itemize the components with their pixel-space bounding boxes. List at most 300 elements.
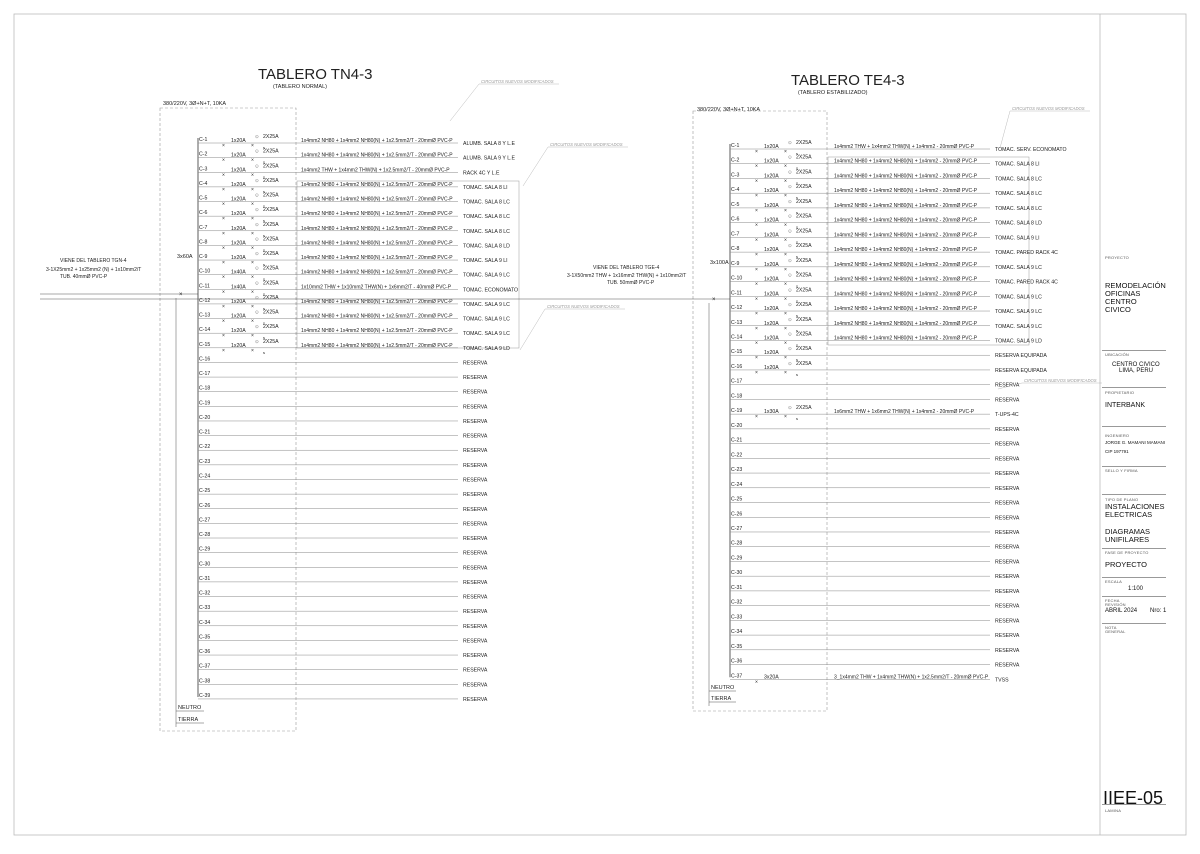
- circuit-row: [198, 339, 510, 355]
- breaker-rating: 1x20A: [764, 247, 779, 254]
- feeder-cable: 3-1X25mm2 + 1x25mm2 (N) + 1x10mm2/T: [46, 267, 142, 273]
- circuit-row: [730, 317, 1042, 333]
- differential-s-mark: s: [796, 239, 798, 245]
- load-label: RESERVA: [995, 471, 1020, 478]
- circuit-row: [730, 644, 1020, 654]
- circuit-row: [198, 576, 488, 586]
- load-label: TOMAC. SERV. ECONOMATO: [995, 147, 1067, 153]
- differential-s-mark: s: [263, 262, 265, 268]
- feeder-label: VIENE DEL TABLERO TGE-4: [593, 265, 660, 271]
- circuit-id: C-23: [199, 458, 211, 465]
- proyecto-line-4: CIVICO: [1105, 305, 1131, 314]
- circuit-id: C-36: [731, 658, 743, 665]
- load-label: RESERVA: [995, 662, 1020, 669]
- differential-rating: 2X25A: [796, 331, 812, 338]
- differential-s-mark: s: [796, 313, 798, 319]
- differential-rating: 2X25A: [796, 287, 812, 294]
- circuit-id: C-34: [731, 629, 743, 636]
- revision-note: CIRCUITOS NUEVOS MODIFICADOS: [550, 142, 623, 147]
- circuit-row: [730, 379, 1020, 389]
- breaker-symbol: ×: [222, 274, 225, 281]
- title-block: [1100, 14, 1186, 835]
- load-label: RESERVA: [463, 404, 488, 411]
- differential-s-mark: s: [796, 342, 798, 348]
- differential-symbol: ⊙: [255, 163, 259, 169]
- load-label: RESERVA: [995, 574, 1020, 581]
- diagrama-line-2: UNIFILARES: [1105, 535, 1150, 544]
- load-label: RESERVA: [995, 456, 1020, 463]
- differential-switch-symbol: ×: [784, 193, 787, 200]
- differential-switch-symbol: ×: [251, 274, 254, 281]
- circuit-id: C-37: [731, 673, 743, 680]
- differential-switch-symbol: ×: [784, 222, 787, 229]
- breaker-rating: 1x20A: [764, 188, 779, 195]
- circuit-id: C-25: [731, 496, 743, 503]
- breaker-rating: 1x20A: [231, 211, 246, 218]
- differential-rating: 2X25A: [263, 148, 279, 155]
- load-label: TOMAC. SALA 9 LC: [463, 301, 510, 308]
- load-label: TOMAC. PARED RACK 4C: [995, 279, 1058, 286]
- circuit-id: C-18: [731, 393, 743, 400]
- load-label: RESERVA: [463, 375, 488, 382]
- circuit-row: [198, 310, 510, 326]
- differential-switch-symbol: ×: [784, 266, 787, 273]
- differential-switch-symbol: ×: [784, 178, 787, 185]
- differential-symbol: ⊙: [788, 213, 792, 219]
- differential-symbol: ⊙: [255, 265, 259, 271]
- circuit-row: [198, 430, 488, 440]
- load-label: RESERVA: [463, 536, 488, 543]
- load-label: RESERVA: [995, 500, 1020, 507]
- escala-caption: ESCALA: [1105, 579, 1122, 584]
- differential-switch-symbol: ×: [251, 143, 254, 149]
- main-breaker-label: 3x60A: [177, 254, 193, 260]
- load-label: RESERVA: [463, 418, 488, 425]
- board-title: TABLERO TN4-3: [258, 66, 373, 83]
- circuit-id: C-1: [199, 137, 208, 143]
- breaker-symbol: ×: [755, 193, 758, 200]
- circuit-row: [198, 605, 488, 615]
- load-label: TOMAC. SALA 9 LC: [995, 309, 1042, 316]
- circuit-id: C-12: [199, 297, 211, 304]
- circuit-id: C-5: [731, 201, 740, 208]
- breaker-rating: 1x20A: [764, 261, 779, 268]
- load-label: RESERVA: [995, 426, 1020, 433]
- circuit-row: [730, 541, 1020, 551]
- breaker-rating: 1x20A: [231, 225, 246, 232]
- circuit-id: C-31: [731, 584, 743, 591]
- fecha-caption: FECHA: [1105, 598, 1120, 603]
- circuit-id: C-6: [199, 210, 208, 217]
- differential-symbol: ⊙: [255, 236, 259, 242]
- circuit-id: C-19: [731, 408, 743, 415]
- differential-symbol: ⊙: [255, 309, 259, 315]
- circuit-id: C-20: [199, 414, 211, 421]
- circuit-row: [730, 405, 1019, 421]
- differential-s-mark: s: [796, 327, 798, 333]
- load-label: RESERVA: [463, 492, 488, 499]
- tipo-line-2: ELECTRICAS: [1105, 510, 1153, 519]
- differential-rating: 2X25A: [796, 405, 812, 412]
- circuit-id: C-4: [199, 180, 208, 187]
- breaker-symbol: ×: [755, 163, 758, 170]
- board-supply: 380/220V, 3Ø+N+T, 10KA: [697, 107, 761, 113]
- load-label: TOMAC. SALA 8 LI: [463, 184, 508, 191]
- breaker-rating: 1x20A: [231, 181, 246, 188]
- load-label: RESERVA EQUIPADA: [995, 353, 1047, 360]
- differential-symbol: ⊙: [255, 294, 259, 300]
- feeder-label: VIENE DEL TABLERO TGN-4: [60, 258, 127, 264]
- differential-s-mark: s: [796, 180, 798, 186]
- breaker-symbol: ×: [755, 207, 758, 214]
- breaker-symbol: ×: [755, 281, 758, 288]
- load-label: TOMAC. SALA 9 LD: [463, 345, 510, 352]
- differential-symbol: ⊙: [255, 280, 259, 286]
- tipo-caption: TIPO DE PLANO: [1105, 497, 1139, 502]
- differential-rating: 2X25A: [796, 243, 812, 250]
- board-subtitle: (TABLERO NORMAL): [273, 84, 327, 90]
- breaker-rating: 1x40A: [231, 269, 246, 276]
- differential-switch-symbol: ×: [251, 303, 254, 310]
- circuit-row: [198, 517, 488, 527]
- load-label: TOMAC. SALA 8 LC: [463, 199, 510, 206]
- load-label: TOMAC. SALA 9 LC: [463, 272, 510, 279]
- breaker-rating: 1x20A: [764, 291, 779, 298]
- differential-s-mark: s: [796, 209, 798, 215]
- circuit-row: [198, 547, 488, 557]
- ubicacion-line-1: CENTRO CIVICO: [1112, 362, 1160, 368]
- circuit-id: C-12: [731, 305, 743, 312]
- circuit-row: [730, 302, 1042, 318]
- load-label: RESERVA: [463, 433, 488, 440]
- differential-s-mark: s: [263, 291, 265, 297]
- cable-spec: 1x4mm2 NH80 + 1x4mm2 NH80(N) + 1x4mm2 - 20mmØ PVC-P: [834, 291, 978, 298]
- circuit-id: C-2: [199, 151, 208, 158]
- differential-switch-symbol: ×: [251, 157, 254, 164]
- differential-rating: 2X25A: [263, 163, 279, 170]
- circuit-id: C-18: [199, 385, 211, 392]
- differential-symbol: ⊙: [255, 177, 259, 183]
- divider: [1102, 577, 1166, 578]
- circuit-id: C-26: [731, 511, 743, 518]
- cable-spec: 1x4mm2 THW + 1x4mm2 THW(N) + 1x4mm2 - 20mmØ PVC-P: [834, 144, 975, 150]
- circuit-id: C-35: [731, 643, 743, 650]
- load-label: RESERVA: [995, 618, 1020, 625]
- load-label: TOMAC. SALA 8 LC: [463, 214, 510, 221]
- circuit-id: C-1: [731, 143, 740, 149]
- circuit-id: C-5: [199, 195, 208, 202]
- load-label: TOMAC. SALA 8 LD: [463, 243, 510, 250]
- circuit-row: [198, 693, 488, 703]
- breaker-rating: 1x20A: [764, 202, 779, 209]
- modified-circuits-box: [297, 181, 519, 348]
- circuit-row: [730, 169, 1042, 185]
- breaker-symbol: ×: [222, 157, 225, 164]
- cable-spec: 1x4mm2 NH80 + 1x4mm2 NH80(N) + 1x2.5mm2/T - 20mmØ PVC-P: [301, 255, 453, 262]
- revision-note-leader: [450, 84, 479, 121]
- differential-s-mark: s: [796, 371, 798, 377]
- differential-s-mark: s: [796, 283, 798, 289]
- differential-switch-symbol: ×: [784, 163, 787, 170]
- differential-switch-symbol: ×: [784, 296, 787, 303]
- differential-symbol: ⊙: [255, 207, 259, 213]
- cable-spec: 1x4mm2 NH80 + 1x4mm2 NH80(N) + 1x2.5mm2/T - 20mmØ PVC-P: [301, 269, 453, 276]
- cable-spec: 1x4mm2 NH80 + 1x4mm2 NH80(N) + 1x2.5mm2/T - 20mmØ PVC-P: [301, 342, 453, 349]
- circuit-row: [198, 251, 508, 267]
- cable-spec: 3_1x4mm2 THW + 1x4mm2 THW(N) + 1x2.5mm2/T - 20mmØ PVC-P: [834, 674, 989, 681]
- circuit-id: C-19: [199, 400, 211, 407]
- circuit-row: [198, 532, 488, 542]
- divider: [1102, 596, 1166, 597]
- differential-switch-symbol: ×: [784, 340, 787, 347]
- load-label: RESERVA: [995, 603, 1020, 610]
- differential-symbol: ⊙: [788, 331, 792, 337]
- circuit-row: [730, 243, 1058, 259]
- cable-spec: 1x4mm2 NH80 + 1x4mm2 NH80(N) + 1x2.5mm2/T - 20mmØ PVC-P: [301, 313, 453, 320]
- divider: [1102, 466, 1166, 467]
- differential-symbol: ⊙: [788, 346, 792, 352]
- breaker-rating: 1x20A: [231, 342, 246, 349]
- circuit-id: C-14: [731, 334, 743, 341]
- differential-symbol: ⊙: [255, 251, 259, 257]
- breaker-rating: 1x20A: [231, 255, 246, 262]
- circuit-id: C-8: [731, 246, 740, 253]
- breaker-symbol: ×: [222, 318, 225, 325]
- load-label: RESERVA: [995, 588, 1020, 595]
- breaker-rating: 1x40A: [231, 284, 246, 291]
- sello-caption: SELLO Y FIRMA: [1105, 468, 1138, 473]
- load-label: T-UPS-4C: [995, 412, 1019, 419]
- circuit-id: C-17: [199, 371, 211, 378]
- cable-spec: 1x4mm2 NH80 + 1x4mm2 NH80(N) + 1x4mm2 - 20mmØ PVC-P: [834, 335, 978, 342]
- cable-spec: 1x4mm2 NH80 + 1x4mm2 NH80(N) + 1x2.5mm2/T - 20mmØ PVC-P: [301, 240, 453, 247]
- differential-switch-symbol: ×: [251, 347, 254, 354]
- circuit-id: C-13: [731, 319, 743, 326]
- breaker-rating: 3x20A: [764, 674, 779, 681]
- escala-value: 1:100: [1128, 586, 1144, 592]
- breaker-symbol: ×: [755, 340, 758, 347]
- circuit-row: [730, 467, 1020, 477]
- circuit-id: C-6: [731, 216, 740, 223]
- circuit-id: C-31: [199, 575, 211, 582]
- differential-symbol: ⊙: [255, 324, 259, 330]
- circuit-id: C-24: [731, 481, 743, 488]
- circuit-row: [198, 193, 510, 209]
- breaker-rating: 1x20A: [231, 167, 246, 174]
- cable-spec: 1x4mm2 NH80 + 1x4mm2 NH80(N) + 1x4mm2 - 20mmØ PVC-P: [834, 188, 978, 195]
- breaker-rating: 1x20A: [764, 276, 779, 283]
- cable-spec: 1x4mm2 NH80 + 1x4mm2 NH80(N) + 1x4mm2 - 20mmØ PVC-P: [834, 276, 978, 283]
- circuit-id: C-21: [731, 437, 743, 444]
- circuit-id: C-37: [199, 663, 211, 670]
- load-label: RESERVA: [463, 477, 488, 484]
- differential-symbol: ⊙: [788, 154, 792, 160]
- differential-s-mark: s: [796, 254, 798, 260]
- load-label: TOMAC. PARED RACK 4C: [995, 250, 1058, 257]
- propietario-value: INTERBANK: [1105, 402, 1146, 409]
- breaker-symbol: ×: [222, 186, 225, 193]
- circuit-row: [730, 555, 1020, 565]
- cable-spec: 1x4mm2 NH80 + 1x4mm2 NH80(N) + 1x2.5mm2/T - 20mmØ PVC-P: [301, 298, 453, 305]
- feeder-tube: TUB. 40mmØ PVC-P: [60, 274, 108, 280]
- circuit-row: [198, 386, 488, 396]
- differential-switch-symbol: ×: [251, 318, 254, 325]
- differential-switch-symbol: ×: [784, 237, 787, 244]
- differential-rating: 2X25A: [796, 302, 812, 309]
- fase-caption: FASE DE PROYECTO: [1105, 550, 1149, 555]
- load-label: RESERVA: [463, 360, 488, 367]
- load-label: RESERVA: [995, 559, 1020, 566]
- differential-rating: 2X25A: [796, 184, 812, 191]
- differential-s-mark: s: [796, 357, 798, 363]
- differential-s-mark: s: [263, 349, 265, 355]
- differential-symbol: ⊙: [788, 169, 792, 175]
- revision-note-leader: [1000, 111, 1010, 148]
- load-label: RESERVA: [463, 623, 488, 630]
- differential-rating: 2X25A: [263, 192, 279, 199]
- differential-switch-symbol: ×: [784, 207, 787, 214]
- differential-switch-symbol: ×: [251, 245, 254, 252]
- circuit-row: [730, 273, 1058, 289]
- circuit-id: C-25: [199, 488, 211, 495]
- breaker-symbol: ×: [222, 201, 225, 208]
- breaker-symbol: ×: [755, 237, 758, 244]
- differential-switch-symbol: ×: [784, 414, 787, 421]
- breaker-rating: 1x20A: [764, 158, 779, 165]
- load-label: TOMAC. SALA 8 LC: [995, 176, 1042, 183]
- tierra-label: TIERRA: [178, 717, 199, 723]
- ubicacion-line-2: LIMA, PERU: [1119, 368, 1154, 374]
- circuit-row: [198, 400, 488, 410]
- differential-rating: 2X25A: [263, 134, 279, 140]
- circuit-row: [198, 488, 488, 498]
- revision-note-leader: [523, 147, 548, 186]
- differential-rating: 2X25A: [263, 309, 279, 316]
- circuit-id: C-30: [731, 570, 743, 577]
- circuit-id: C-11: [199, 283, 210, 290]
- breaker-rating: 1x20A: [764, 144, 779, 150]
- differential-switch-symbol: ×: [784, 252, 787, 259]
- circuit-row: [730, 393, 1020, 403]
- divider: [1102, 623, 1166, 624]
- breaker-symbol: ×: [222, 347, 225, 354]
- circuit-row: [730, 346, 1047, 362]
- circuit-row: [198, 664, 488, 674]
- breaker-symbol: ×: [755, 311, 758, 318]
- differential-s-mark: s: [796, 165, 798, 171]
- breaker-symbol: ×: [755, 325, 758, 332]
- circuit-id: C-8: [199, 239, 208, 246]
- differential-s-mark: s: [796, 268, 798, 274]
- differential-s-mark: s: [263, 174, 265, 180]
- tierra-label: TIERRA: [711, 696, 732, 702]
- load-label: RESERVA: [463, 565, 488, 572]
- differential-rating: 2X25A: [263, 236, 279, 243]
- load-label: TVSS: [995, 677, 1009, 684]
- differential-rating: 2X25A: [263, 338, 279, 345]
- breaker-symbol: ×: [755, 222, 758, 229]
- differential-switch-symbol: ×: [784, 325, 787, 332]
- neutro-label: NEUTRO: [178, 705, 202, 711]
- ubicacion-caption: UBICACIÓN: [1105, 352, 1130, 357]
- load-label: RESERVA: [463, 579, 488, 586]
- feeder-tube: TUB. 50mmØ PVC-P: [607, 280, 655, 286]
- load-label: RESERVA: [463, 609, 488, 616]
- circuit-row: [730, 423, 1020, 433]
- differential-switch-symbol: ×: [784, 369, 787, 376]
- load-label: TOMAC. SALA 9 LC: [463, 316, 510, 323]
- general-caption: GENERAL: [1105, 629, 1126, 634]
- circuit-row: [730, 600, 1020, 610]
- differential-s-mark: s: [263, 232, 265, 238]
- circuit-id: C-27: [731, 525, 743, 532]
- load-label: RESERVA: [995, 529, 1020, 536]
- circuit-row: [730, 497, 1020, 507]
- differential-rating: 2X25A: [796, 140, 812, 146]
- breaker-symbol: ×: [755, 296, 758, 303]
- circuit-row: [730, 140, 1067, 156]
- circuit-id: C-33: [731, 614, 743, 621]
- revision-caption: REVISIÓN: [1105, 602, 1126, 607]
- cable-spec: 1x4mm2 NH80 + 1x4mm2 NH80(N) + 1x4mm2 - 20mmØ PVC-P: [834, 320, 978, 327]
- circuit-id: C-10: [199, 268, 211, 275]
- differential-rating: 2X25A: [796, 257, 812, 264]
- differential-s-mark: s: [796, 224, 798, 230]
- breaker-symbol: ×: [222, 289, 225, 296]
- board-tn: [40, 66, 628, 731]
- differential-symbol: ⊙: [788, 405, 792, 411]
- breaker-rating: 1x20A: [231, 298, 246, 305]
- breaker-symbol: ×: [755, 414, 758, 421]
- circuit-id: C-7: [199, 224, 208, 231]
- circuit-row: [198, 415, 488, 425]
- circuit-id: C-10: [731, 275, 743, 282]
- neutro-label: NEUTRO: [711, 685, 735, 691]
- breaker-rating: 1x20A: [764, 335, 779, 342]
- circuit-row: [198, 236, 510, 252]
- circuit-row: [198, 222, 510, 238]
- breaker-symbol: ×: [222, 230, 225, 237]
- circuit-id: C-13: [199, 312, 211, 319]
- circuit-row: [730, 452, 1020, 462]
- breaker-rating: 1x20A: [231, 196, 246, 203]
- circuit-id: C-22: [731, 452, 743, 459]
- differential-rating: 2X25A: [263, 251, 279, 258]
- breaker-rating: 1x20A: [764, 364, 779, 371]
- circuit-id: C-38: [199, 678, 211, 685]
- differential-s-mark: s: [263, 218, 265, 224]
- proyecto-line-1: REMODELACIÓN: [1105, 281, 1166, 290]
- circuit-row: [730, 361, 1047, 377]
- differential-rating: 2X25A: [263, 221, 279, 228]
- breaker-rating: 1x20A: [231, 313, 246, 320]
- revision-note: CIRCUITOS NUEVOS MODIFICADOS: [547, 304, 620, 309]
- load-label: RESERVA: [463, 462, 488, 469]
- differential-rating: 2X25A: [263, 294, 279, 301]
- circuit-row: [730, 570, 1020, 580]
- circuit-row: [198, 266, 510, 282]
- load-label: TOMAC. SALA 8 LI: [995, 161, 1040, 168]
- load-label: RESERVA: [995, 544, 1020, 551]
- differential-switch-symbol: ×: [251, 186, 254, 193]
- divider: [1102, 350, 1166, 351]
- differential-symbol: ⊙: [788, 302, 792, 308]
- breaker-symbol: ×: [222, 333, 225, 340]
- differential-s-mark: s: [263, 145, 265, 150]
- cable-spec: 1x4mm2 THW + 1x4mm2 THW(N) + 1x2.5mm2/T - 20mmØ PVC-P: [301, 167, 450, 174]
- circuit-id: C-17: [731, 378, 743, 385]
- circuit-id: C-33: [199, 605, 211, 612]
